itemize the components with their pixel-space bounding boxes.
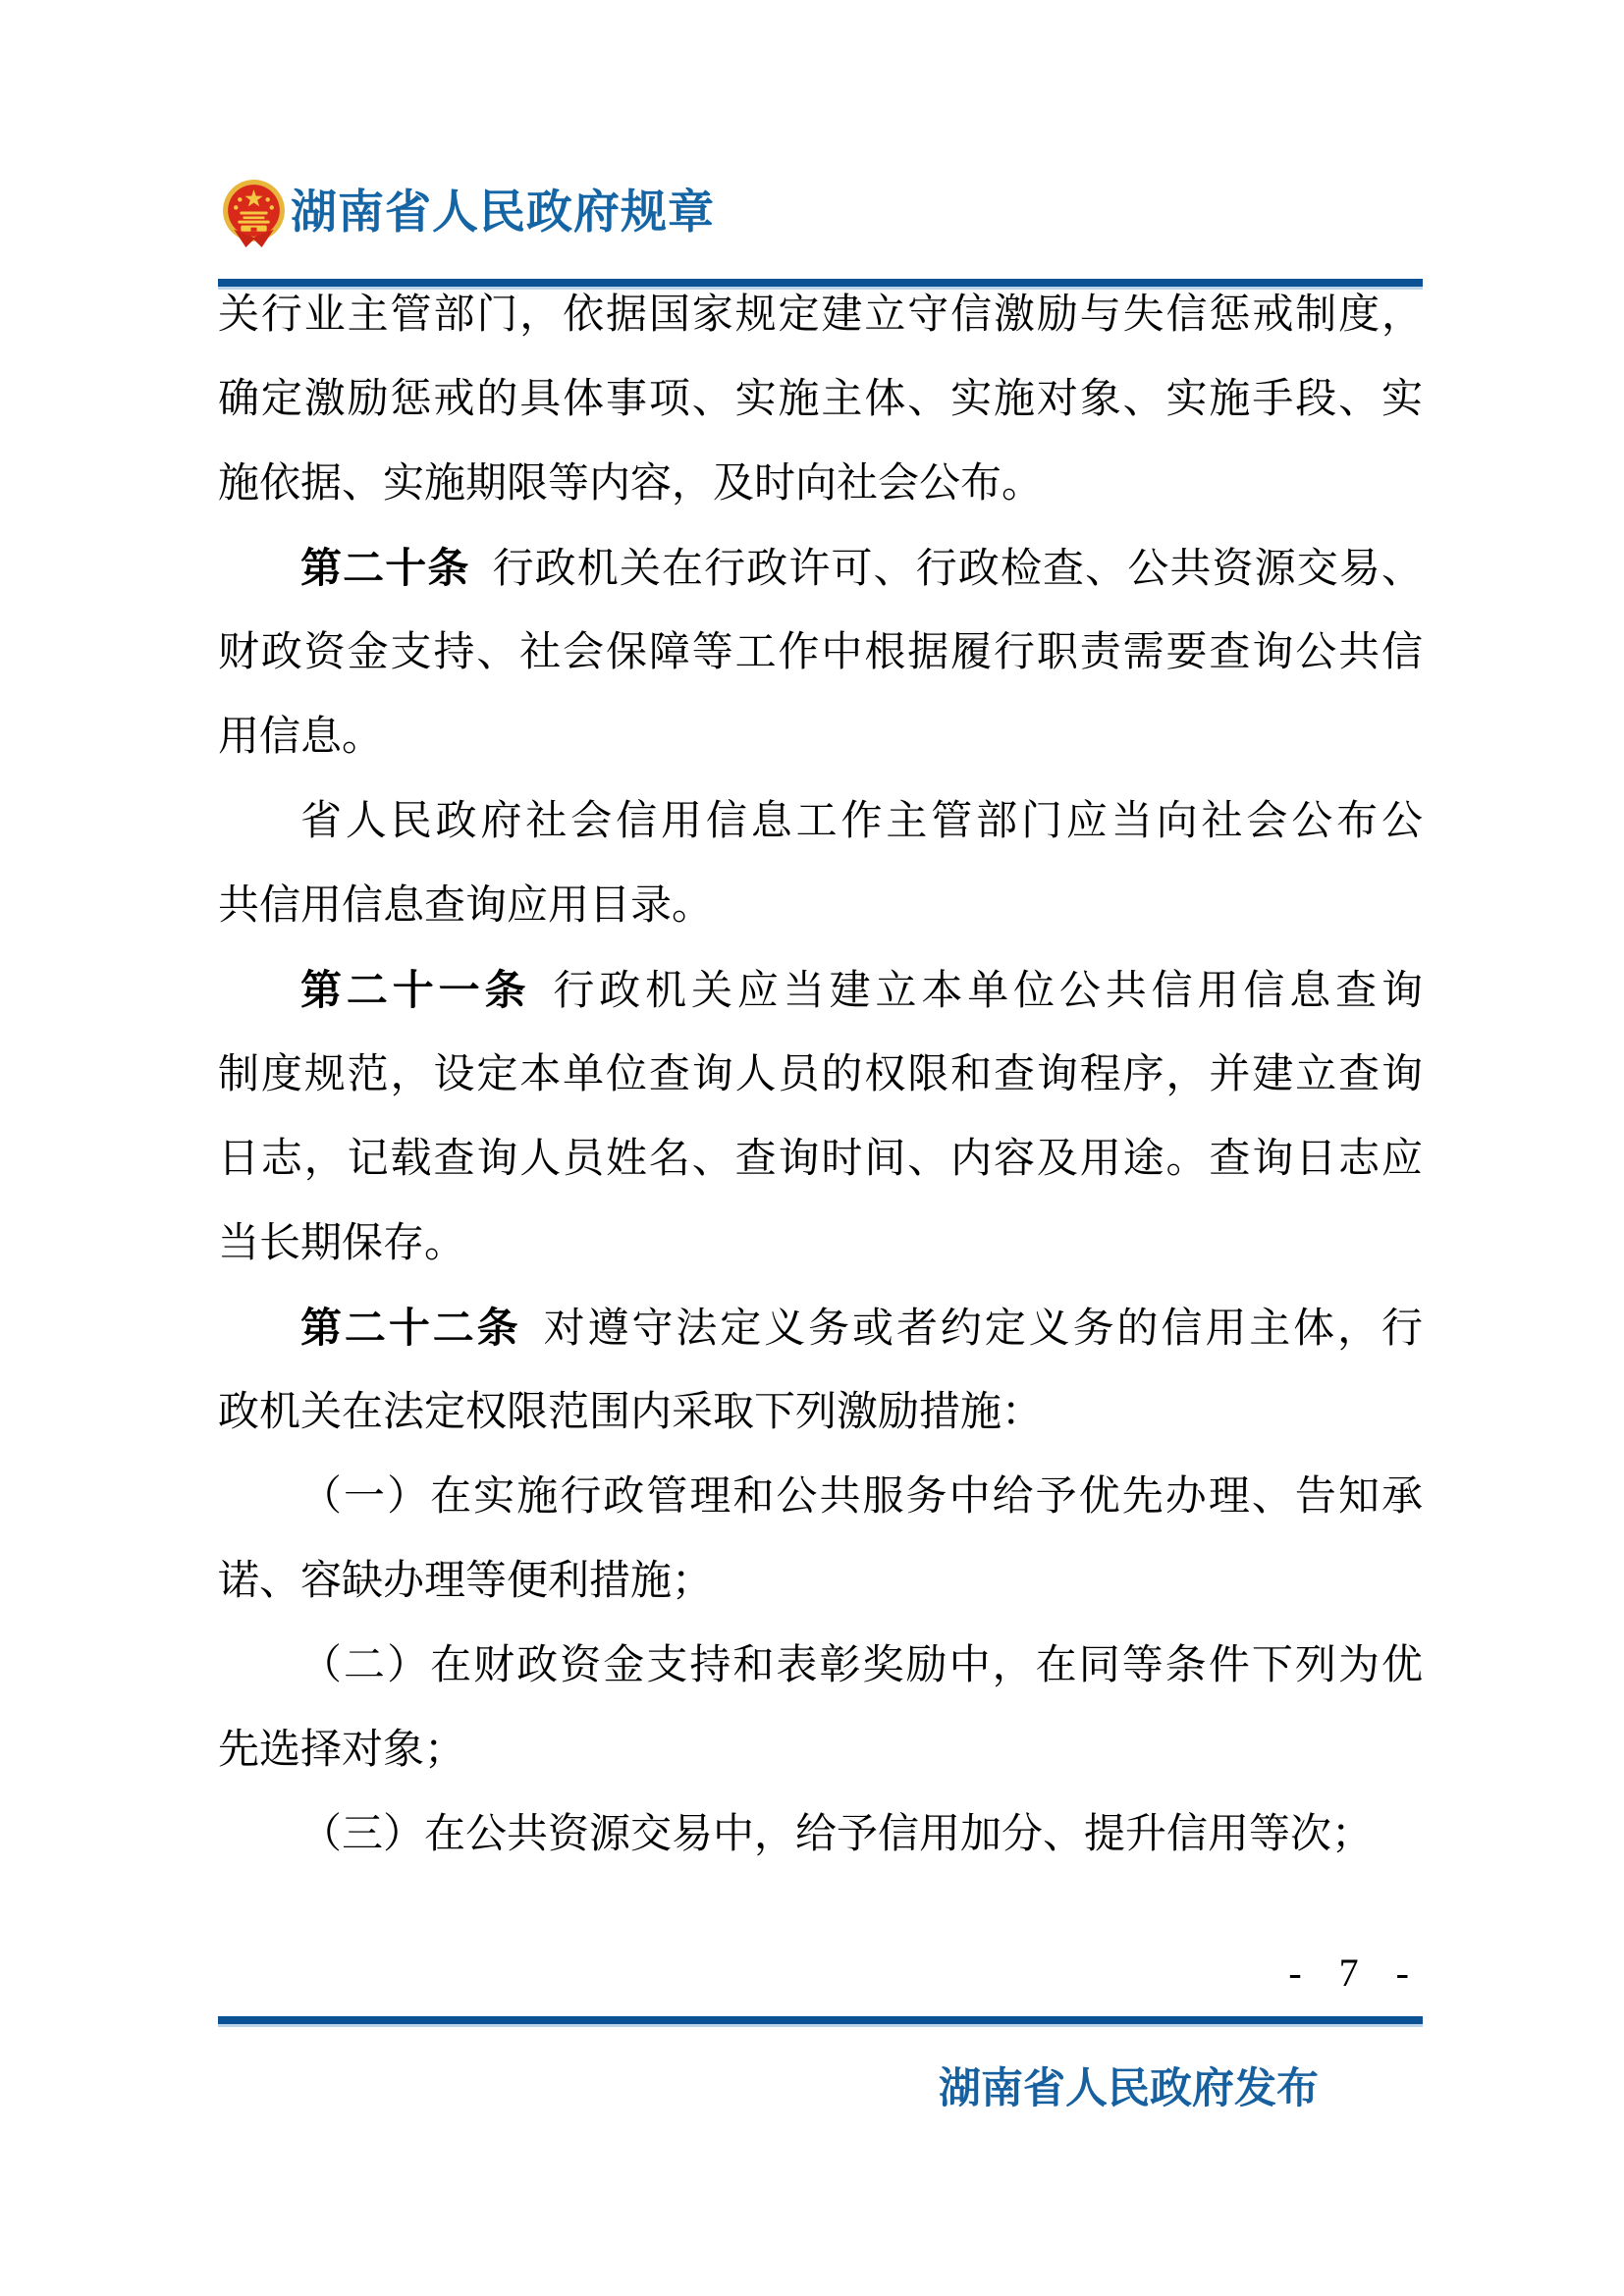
body-text: （一）在实施行政管理和公共服务中给予优先办理、告知承 [300, 1474, 1423, 1520]
body-text: 共信用信息查询应用目录。 [218, 883, 714, 929]
body-line [218, 1708, 1423, 1792]
body-line [218, 1624, 1423, 1708]
body-text: 关行业主管部门，依据国家规定建立守信激励与失信惩戒制度， [218, 293, 1423, 338]
clause-number: 第二十条 [300, 545, 470, 591]
national-emblem-icon [218, 178, 290, 249]
footer-divider [218, 2016, 1423, 2027]
body-text: （三）在公共资源交易中，给予信用加分、提升信用等次； [300, 1812, 1374, 1857]
body-text: 政机关在法定权限范围内采取下列激励措施： [218, 1390, 1044, 1435]
body-text: 财政资金支持、社会保障等工作中根据履行职责需要查询公共信 [218, 630, 1423, 675]
page-number: - 7 - [1288, 1950, 1423, 1995]
body-line [218, 864, 1423, 948]
body-line [218, 273, 1423, 357]
body-text: 对遵守法定义务或者约定义务的信用主体，行 [543, 1307, 1423, 1352]
body-line [218, 1201, 1423, 1286]
body-line [218, 695, 1423, 779]
body-line [218, 526, 1423, 611]
body-text: 制度规范，设定本单位查询人员的权限和查询程序，并建立查询 [218, 1052, 1423, 1097]
body-line [218, 442, 1423, 526]
body-text: 当长期保存。 [218, 1221, 466, 1266]
body-text: 诺、容缺办理等便利措施； [218, 1559, 714, 1604]
body-line [218, 779, 1423, 864]
body-text: 确定激励惩戒的具体事项、实施主体、实施对象、实施手段、实 [218, 377, 1423, 422]
clause-number: 第二十二条 [300, 1305, 521, 1351]
body-line [218, 611, 1423, 695]
body-text: 日志，记载查询人员姓名、查询时间、内容及用途。查询日志应 [218, 1137, 1423, 1182]
body-text: 省人民政府社会信用信息工作主管部门应当向社会公布公 [300, 799, 1423, 844]
body-line [218, 1539, 1423, 1624]
body-text: 先选择对象； [218, 1728, 466, 1773]
body-text: 行政机关应当建立本单位公共信用信息查询 [553, 969, 1423, 1014]
body-line [218, 1033, 1423, 1117]
publisher-label: 湖南省人民政府发布 [939, 2065, 1319, 2112]
body-line [218, 1455, 1423, 1539]
body-line [218, 1117, 1423, 1201]
body-line [218, 948, 1423, 1033]
body-text: 用信息。 [218, 715, 384, 760]
body-line [218, 357, 1423, 442]
body-text: （二）在财政资金支持和表彰奖励中，在同等条件下列为优 [300, 1643, 1423, 1688]
body-line [218, 1370, 1423, 1455]
body-line [218, 1792, 1423, 1877]
body-text: 行政机关在行政许可、行政检查、公共资源交易、 [492, 547, 1423, 592]
document-body [218, 273, 1423, 1877]
page-title: 湖南省人民政府规章 [291, 186, 715, 238]
body-line [218, 1286, 1423, 1370]
page-header [218, 175, 1423, 251]
clause-number: 第二十一条 [300, 967, 531, 1013]
body-text: 施依据、实施期限等内容，及时向社会公布。 [218, 461, 1044, 507]
